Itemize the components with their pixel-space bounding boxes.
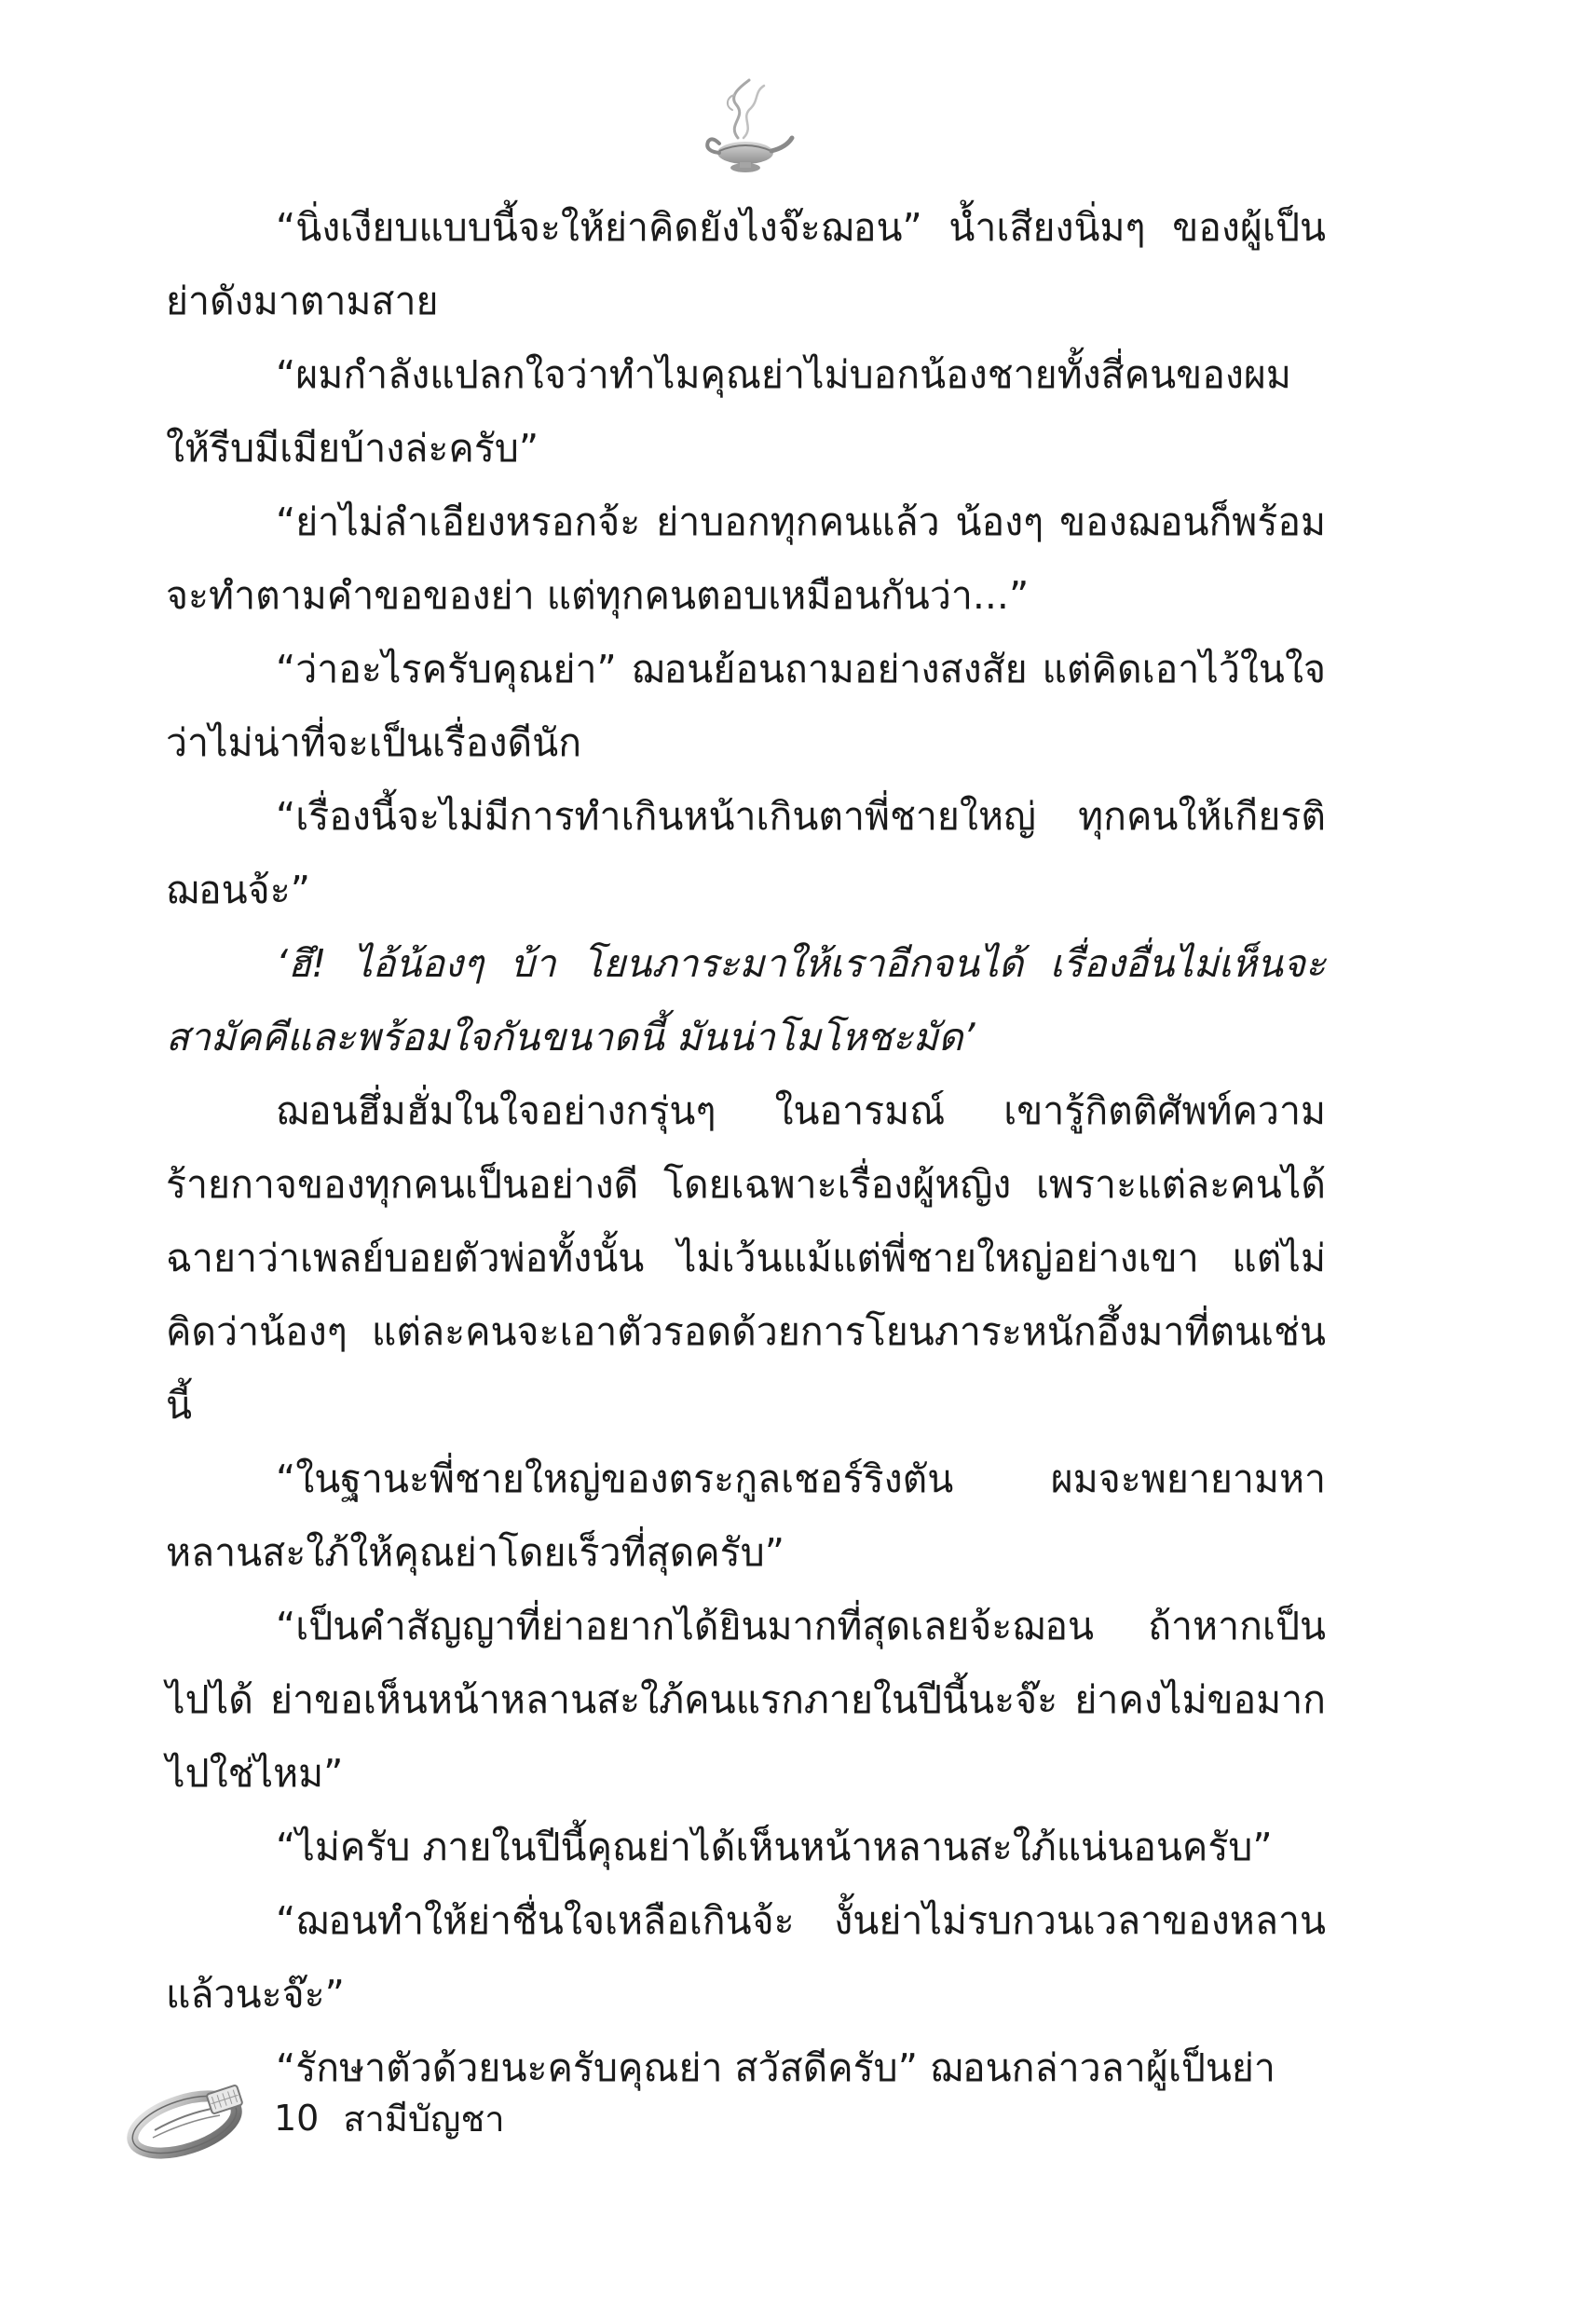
page-footer [119, 2076, 505, 2160]
paragraph-inner-thought: ‘ฮึ! ไอ้น้องๆ บ้า โยนภาระมาให้เราอีกจนได้ เรื่องอื่นไม่เห็นจะสามัคคีและพร้อมใจกันขนาดนี้ มันน่าโมโหชะมัด’ [166, 941, 1326, 1060]
book-title: สามีบัญชา [343, 2098, 505, 2140]
paragraph: “ฌอนทำให้ย่าชื่นใจเหลือเกินจ้ะ งั้นย่าไม่รบกวนเวลาของหลานแล้วนะจ๊ะ” [166, 1898, 1326, 2017]
paragraph: “ในฐานะพี่ชายใหญ่ของตระกูลเชอร์ริงตัน ผมจะพยายามหาหลานสะใภ้ให้คุณย่าโดยเร็วที่สุดครับ” [166, 1456, 1326, 1575]
story-text [166, 191, 1326, 2105]
paragraph: “ย่าไม่ลำเอียงหรอกจ้ะ ย่าบอกทุกคนแล้ว น้องๆ ของฌอนก็พร้อมจะทำตามคำขอของย่า แต่ทุกคนตอบเหมือนกันว่า...” [166, 499, 1326, 618]
ring-icon [119, 2076, 259, 2160]
paragraph: “รักษาตัวด้วยนะครับคุณย่า สวัสดีครับ” ฌอนกล่าวลาผู้เป็นย่า [276, 2045, 1275, 2090]
genie-lamp-icon [689, 73, 801, 185]
paragraph: ฌอนฮึ่มฮั่มในใจอย่างกรุ่นๆ ในอารมณ์ เขารู้กิตติศัพท์ความร้ายกาจของทุกคนเป็นอย่างดี โดยเฉพาะเรื่องผู้หญิง เพราะแต่ละคนได้ฉายาว่าเพลย์บอยตัวพ่อทั้งนั้น ไม่เว้นแม้แต่พี่ชายใหญ่อย่างเขา แต่ไม่คิดว่าน้องๆ แต่ละคนจะเอาตัวรอดด้วยการโยนภาระหนักอึ้งมาที่ตนเช่นนี้ [166, 1088, 1326, 1428]
paragraph: “เรื่องนี้จะไม่มีการทำเกินหน้าเกินตาพี่ชายใหญ่ ทุกคนให้เกียรติฌอนจ้ะ” [166, 794, 1326, 912]
paragraph: “ผมกำลังแปลกใจว่าทำไมคุณย่าไม่บอกน้องชายทั้งสี่คนของผมให้รีบมีเมียบ้างล่ะครับ” [166, 352, 1291, 471]
paragraph: “นิ่งเงียบแบบนี้จะให้ย่าคิดยังไงจ๊ะฌอน” น้ำเสียงนิ่มๆ ของผู้เป็นย่าดังมาตามสาย [166, 205, 1326, 323]
paragraph: “เป็นคำสัญญาที่ย่าอยากได้ยินมากที่สุดเลยจ้ะฌอน ถ้าหากเป็นไปได้ ย่าขอเห็นหน้าหลานสะใภ้คนแรกภายในปีนี้นะจ๊ะ ย่าคงไม่ขอมากไปใช่ไหม” [166, 1604, 1326, 1796]
paragraph: “ไม่ครับ ภายในปีนี้คุณย่าได้เห็นหน้าหลานสะใภ้แน่นอนครับ” [276, 1825, 1273, 1869]
page-number: 10 [274, 2098, 320, 2139]
paragraph: “ว่าอะไรครับคุณย่า” ฌอนย้อนถามอย่างสงสัย แต่คิดเอาไว้ในใจว่าไม่น่าที่จะเป็นเรื่องดีนัก [166, 647, 1326, 765]
